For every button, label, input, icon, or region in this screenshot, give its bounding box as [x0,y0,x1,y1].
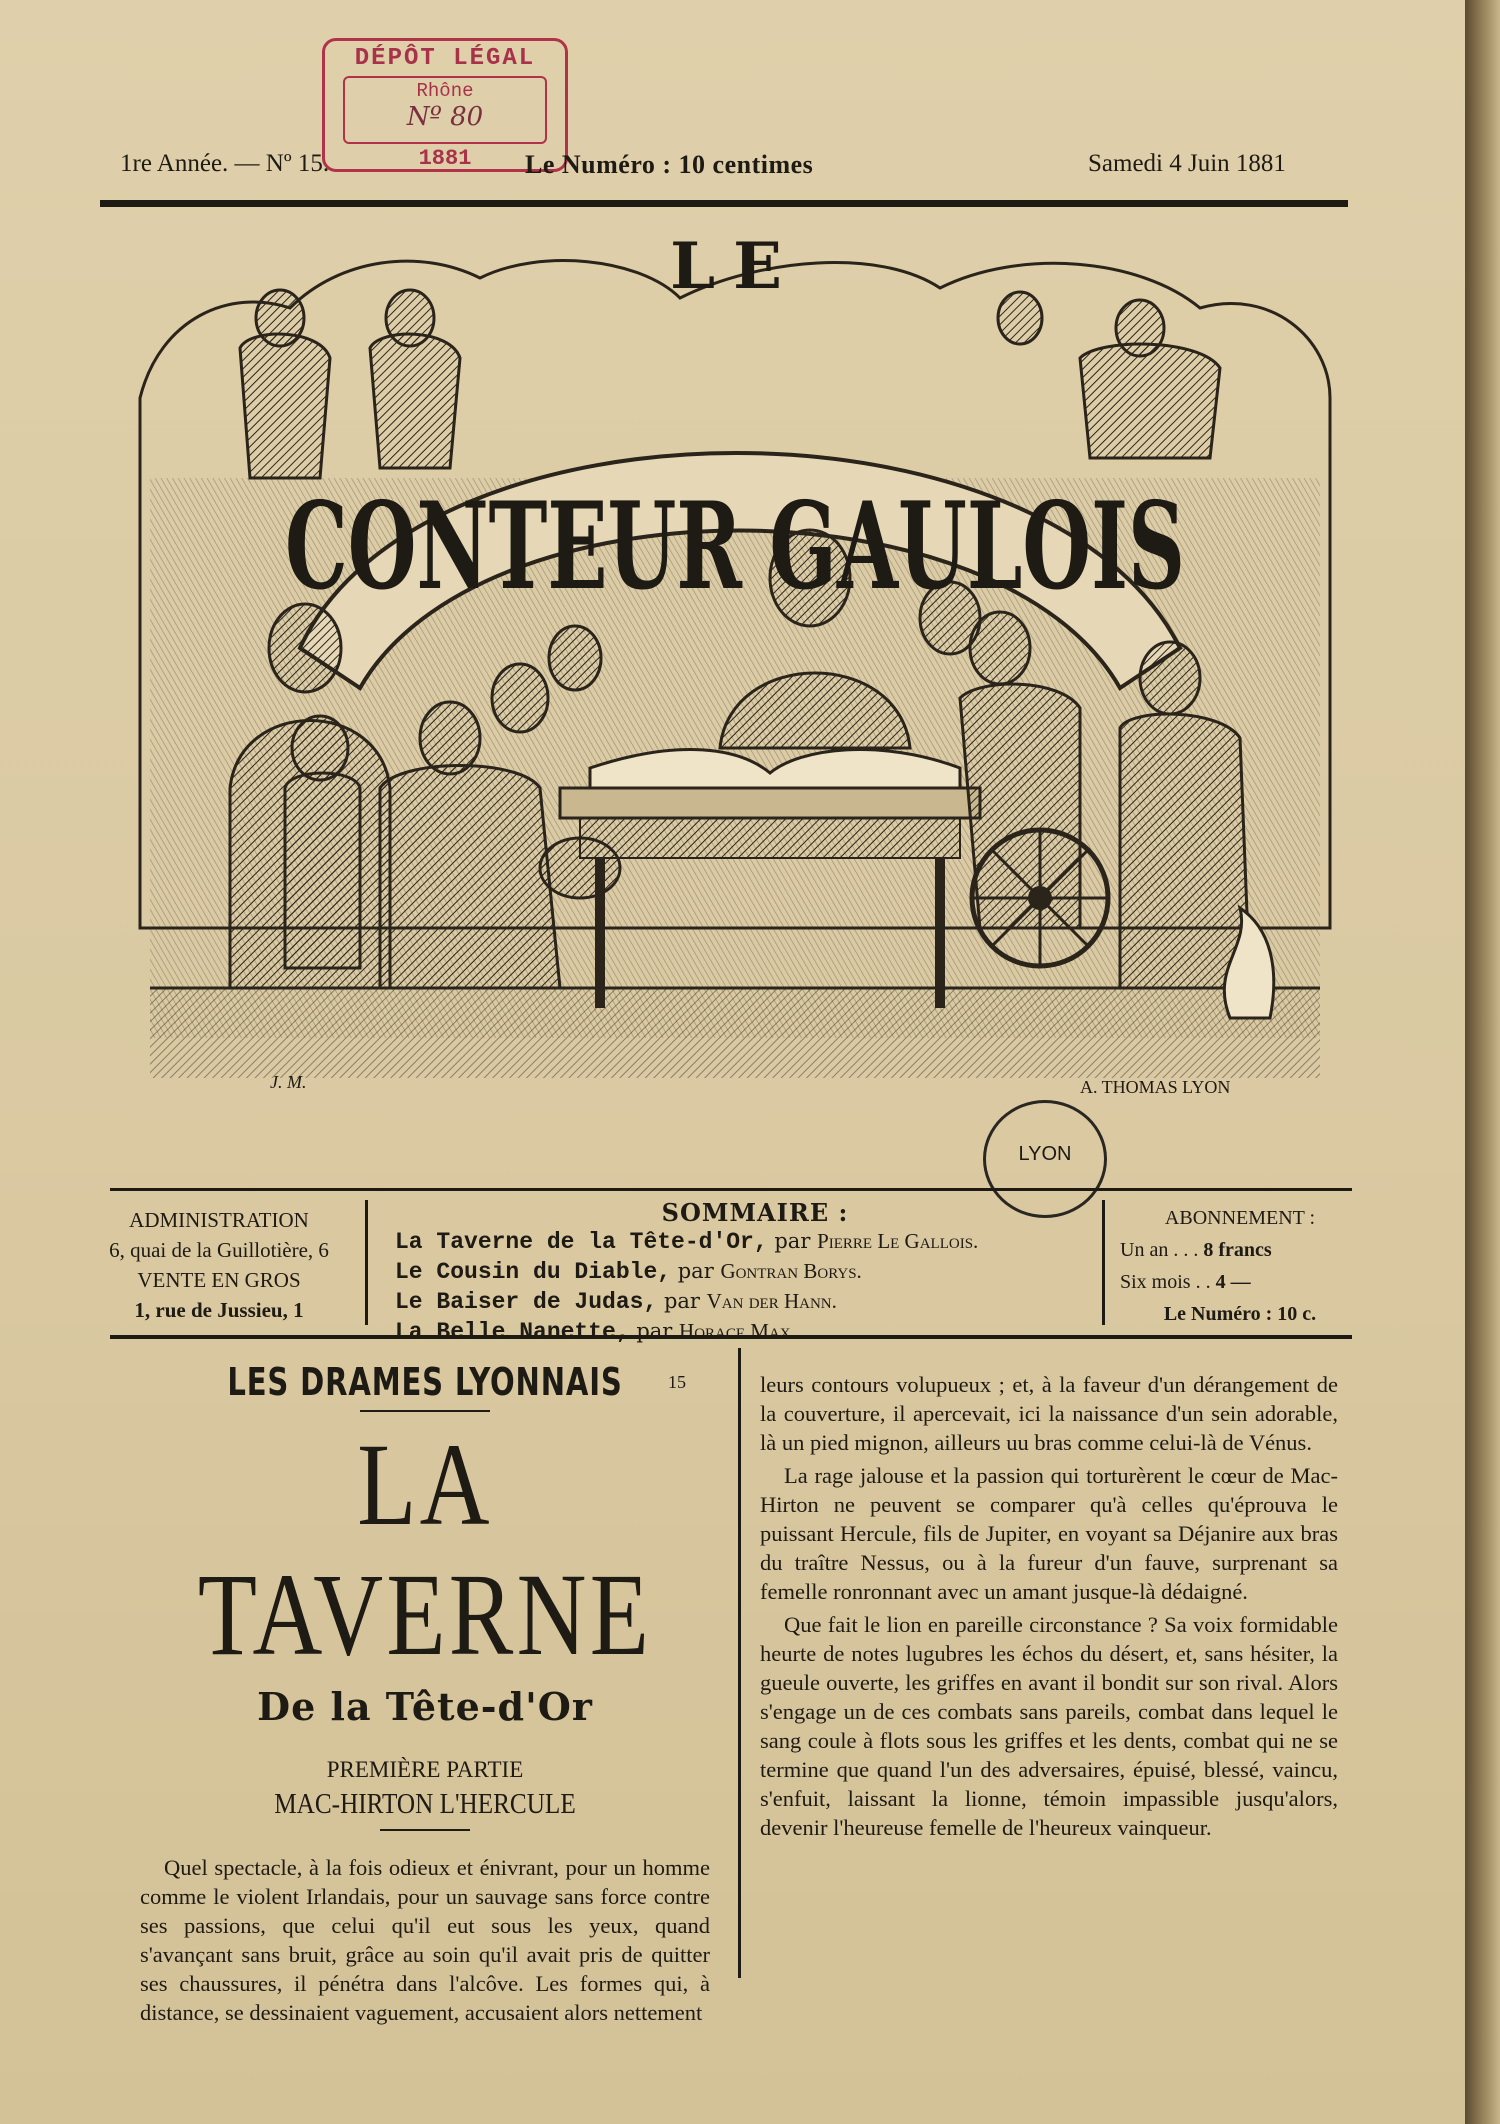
masthead-title-main: CONTEUR GAULOIS [285,476,1185,617]
page-edge [1465,0,1500,2124]
masthead-illustration [120,228,1350,1148]
article-part: PREMIÈRE PARTIE [326,1757,524,1782]
article-column-right [760,1370,1338,1846]
admin-address: 6, quai de la Guillotière, 6 [109,1238,329,1262]
issue-date: Samedi 4 Juin 1881 [1088,150,1286,177]
sommaire-item: La Belle Nanette, par Horace Max. [395,1319,796,1345]
page-folio: 15 [668,1372,686,1392]
abonnement-number-price: Le Numéro : 10 c. [1163,1303,1317,1325]
admin-sales: VENTE EN GROS [137,1268,301,1292]
header-rule [100,200,1348,207]
kicker-rule [360,1410,490,1412]
price-line: Le Numéro : 10 centimes [525,150,814,179]
stamp-line3: Nº 80 [406,102,484,132]
engraver-signature: J. M. [270,1072,307,1092]
article-paragraph: Que fait le lion en pareille circonstance ? Sa voix formidable heurte de notes lugubres les échos du désert, et, sans hésiter, la gueule ouverte, les griffes en avant il bondit sur son rival. Alors s'engage un de ces combats sans pareils, combat dans lequel le sang coule à flots sous les griffes et les dents, combat qui ne se termine que quand l'un des adversaires, épuisé, blessé, vaincu, s'enfuit, laissant la lionne, témoin impassible jusqu'alors, devenir l'heureuse femelle de l'heureux vainqueur. [760,1612,1338,1840]
sommaire-item: Le Baiser de Judas, par Van der Hann. [395,1289,837,1315]
library-stamp-text: LYON [1018,1143,1072,1165]
chapter-rule [380,1829,470,1831]
article-subtitle: De la Tête-d'Or [257,1684,593,1729]
abonnement-title: ABONNEMENT : [1164,1207,1316,1229]
article-column-left [140,1360,710,2027]
article-chapter: MAC-HIRTON L'HERCULE [274,1789,576,1820]
abonnement-year: Un an . . . 8 francs [1120,1239,1272,1261]
stamp-line2: Rhône [416,80,474,102]
printer-signature: A. THOMAS LYON [1080,1077,1231,1097]
abonnement-block [1120,1202,1360,1330]
article-paragraph: leurs contours volupueux ; et, à la faveur d'un dérangement de la couverture, il apercevait, ici la naissance d'un sein adorable, là un pied mignon, ailleurs uu bras comme celui-là de Vénus. [760,1372,1338,1455]
article-paragraph: La rage jalouse et la passion qui torturèrent le cœur de Mac-Hirton ne peuvent se comparer qu'à celles qu'éprouva le puissant Hercule, fils de Jupiter, en voyant sa Déjanire aux bras du traître Nessus, ou à la fureur d'un fauve, surprenant sa femelle ronronnant avec un amant jusque-là dédaigné. [760,1463,1338,1604]
column-divider [738,1348,741,1978]
article-title: LA TAVERNE [197,1419,653,1680]
admin-sales-address: 1, rue de Jussieu, 1 [134,1298,304,1322]
band-top-rule [110,1188,1352,1191]
stamp-line4: 1881 [418,146,472,171]
article-kicker: LES DRAMES LYONNAIS [227,1360,623,1404]
administration-block [100,1205,338,1325]
sommaire-title: SOMMAIRE : [661,1198,849,1227]
admin-title: ADMINISTRATION [129,1208,309,1232]
article-paragraph: Quel spectacle, à la fois odieux et énivrant, pour un homme comme le violent Irlandais, pour un sauvage sans force contre ses passions, que celui qu'il eut sous les yeux, quand s'avançant sans bruit, grâce au soin qu'il avait pris de quitter ses chaussures, il pénétra dans l'alcôve. Les formes qui, à distance, se dessinaient vaguement, accusaient alors nettement [140,1855,710,2025]
sommaire-item: Le Cousin du Diable, par Gontran Borys. [395,1259,862,1285]
band-divider-left [365,1200,368,1325]
sommaire-block [395,1198,1115,1347]
issue-number: 1re Année. — Nº 15. [120,150,330,177]
sommaire-item: La Taverne de la Tête-d'Or, par Pierre Le Gallois. [395,1229,979,1255]
masthead-title-top: LE [670,229,800,304]
abonnement-six-months: Six mois . . 4 — [1120,1271,1251,1293]
stamp-line1: DÉPÔT LÉGAL [354,45,536,72]
